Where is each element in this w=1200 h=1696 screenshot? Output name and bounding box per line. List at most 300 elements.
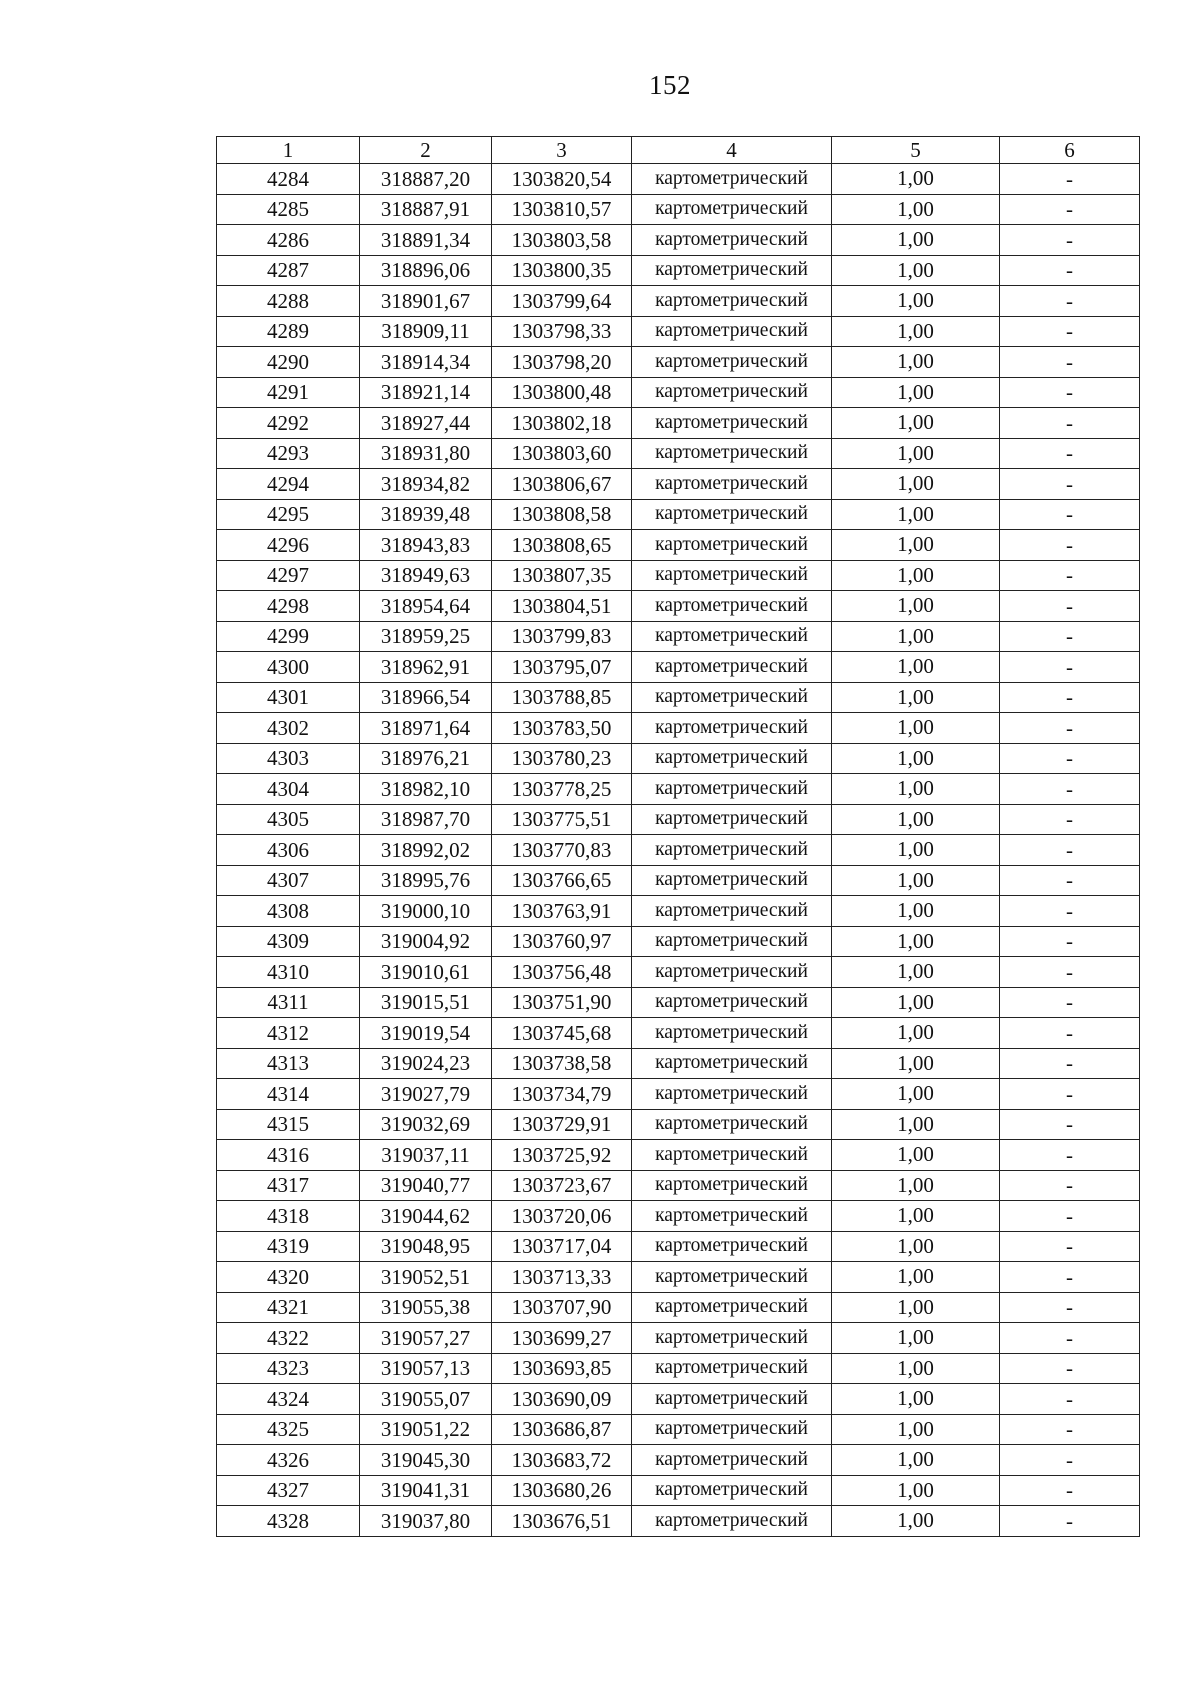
y-coordinate-cell: 1303820,54 — [492, 164, 632, 195]
y-coordinate-cell: 1303766,65 — [492, 865, 632, 896]
x-coordinate-cell: 318931,80 — [360, 438, 492, 469]
header-row — [217, 137, 1140, 164]
note-cell: - — [1000, 1506, 1140, 1537]
table-row — [217, 713, 1140, 744]
point-number-cell: 4294 — [217, 469, 360, 500]
header-cell-1: 1 — [217, 137, 360, 164]
method-cell: картометрический — [632, 255, 832, 286]
method-cell: картометрический — [632, 1414, 832, 1445]
table-row — [217, 804, 1140, 835]
y-coordinate-cell: 1303707,90 — [492, 1292, 632, 1323]
note-cell: - — [1000, 164, 1140, 195]
y-coordinate-cell: 1303723,67 — [492, 1170, 632, 1201]
table-row — [217, 1262, 1140, 1293]
method-cell: картометрический — [632, 1475, 832, 1506]
table-row — [217, 591, 1140, 622]
y-coordinate-cell: 1303690,09 — [492, 1384, 632, 1415]
table-row — [217, 438, 1140, 469]
point-number-cell: 4312 — [217, 1018, 360, 1049]
x-coordinate-cell: 318887,20 — [360, 164, 492, 195]
x-coordinate-cell: 319057,27 — [360, 1323, 492, 1354]
note-cell: - — [1000, 1231, 1140, 1262]
method-cell: картометрический — [632, 896, 832, 927]
y-coordinate-cell: 1303680,26 — [492, 1475, 632, 1506]
method-cell: картометрический — [632, 1506, 832, 1537]
x-coordinate-cell: 319055,07 — [360, 1384, 492, 1415]
method-cell: картометрический — [632, 1201, 832, 1232]
note-cell: - — [1000, 316, 1140, 347]
method-cell: картометрический — [632, 1231, 832, 1262]
table-row — [217, 1445, 1140, 1476]
point-number-cell: 4285 — [217, 194, 360, 225]
y-coordinate-cell: 1303717,04 — [492, 1231, 632, 1262]
method-cell: картометрический — [632, 194, 832, 225]
table-row — [217, 957, 1140, 988]
coordinates-table — [216, 136, 1140, 1537]
y-coordinate-cell: 1303803,58 — [492, 225, 632, 256]
y-coordinate-cell: 1303807,35 — [492, 560, 632, 591]
table-row — [217, 1231, 1140, 1262]
y-coordinate-cell: 1303798,33 — [492, 316, 632, 347]
point-number-cell: 4304 — [217, 774, 360, 805]
table-row — [217, 1292, 1140, 1323]
y-coordinate-cell: 1303725,92 — [492, 1140, 632, 1171]
note-cell: - — [1000, 621, 1140, 652]
note-cell: - — [1000, 1048, 1140, 1079]
y-coordinate-cell: 1303745,68 — [492, 1018, 632, 1049]
header-cell-3: 3 — [492, 137, 632, 164]
y-coordinate-cell: 1303734,79 — [492, 1079, 632, 1110]
y-coordinate-cell: 1303788,85 — [492, 682, 632, 713]
x-coordinate-cell: 319040,77 — [360, 1170, 492, 1201]
note-cell: - — [1000, 377, 1140, 408]
x-coordinate-cell: 318987,70 — [360, 804, 492, 835]
y-coordinate-cell: 1303778,25 — [492, 774, 632, 805]
table-row — [217, 774, 1140, 805]
y-coordinate-cell: 1303806,67 — [492, 469, 632, 500]
y-coordinate-cell: 1303800,35 — [492, 255, 632, 286]
note-cell: - — [1000, 957, 1140, 988]
accuracy-cell: 1,00 — [832, 1475, 1000, 1506]
page-number: 152 — [649, 70, 691, 100]
accuracy-cell: 1,00 — [832, 164, 1000, 195]
table-row — [217, 530, 1140, 561]
note-cell: - — [1000, 438, 1140, 469]
method-cell: картометрический — [632, 1018, 832, 1049]
note-cell: - — [1000, 225, 1140, 256]
table-row — [217, 408, 1140, 439]
method-cell: картометрический — [632, 164, 832, 195]
accuracy-cell: 1,00 — [832, 1323, 1000, 1354]
note-cell: - — [1000, 987, 1140, 1018]
point-number-cell: 4305 — [217, 804, 360, 835]
note-cell: - — [1000, 1384, 1140, 1415]
accuracy-cell: 1,00 — [832, 1170, 1000, 1201]
x-coordinate-cell: 319000,10 — [360, 896, 492, 927]
y-coordinate-cell: 1303775,51 — [492, 804, 632, 835]
note-cell: - — [1000, 1445, 1140, 1476]
table-row — [217, 1384, 1140, 1415]
accuracy-cell: 1,00 — [832, 713, 1000, 744]
table-row — [217, 347, 1140, 378]
accuracy-cell: 1,00 — [832, 1018, 1000, 1049]
accuracy-cell: 1,00 — [832, 469, 1000, 500]
x-coordinate-cell: 319052,51 — [360, 1262, 492, 1293]
y-coordinate-cell: 1303800,48 — [492, 377, 632, 408]
accuracy-cell: 1,00 — [832, 1140, 1000, 1171]
accuracy-cell: 1,00 — [832, 682, 1000, 713]
accuracy-cell: 1,00 — [832, 1506, 1000, 1537]
method-cell: картометрический — [632, 316, 832, 347]
method-cell: картометрический — [632, 743, 832, 774]
accuracy-cell: 1,00 — [832, 774, 1000, 805]
note-cell: - — [1000, 255, 1140, 286]
point-number-cell: 4299 — [217, 621, 360, 652]
x-coordinate-cell: 318954,64 — [360, 591, 492, 622]
accuracy-cell: 1,00 — [832, 1353, 1000, 1384]
header-cell-2: 2 — [360, 137, 492, 164]
x-coordinate-cell: 318971,64 — [360, 713, 492, 744]
accuracy-cell: 1,00 — [832, 286, 1000, 317]
point-number-cell: 4296 — [217, 530, 360, 561]
point-number-cell: 4323 — [217, 1353, 360, 1384]
note-cell: - — [1000, 1170, 1140, 1201]
y-coordinate-cell: 1303738,58 — [492, 1048, 632, 1079]
point-number-cell: 4310 — [217, 957, 360, 988]
x-coordinate-cell: 319004,92 — [360, 926, 492, 957]
table-row — [217, 1414, 1140, 1445]
y-coordinate-cell: 1303699,27 — [492, 1323, 632, 1354]
table-row — [217, 865, 1140, 896]
point-number-cell: 4308 — [217, 896, 360, 927]
point-number-cell: 4314 — [217, 1079, 360, 1110]
point-number-cell: 4300 — [217, 652, 360, 683]
method-cell: картометрический — [632, 1262, 832, 1293]
note-cell: - — [1000, 1353, 1140, 1384]
y-coordinate-cell: 1303799,64 — [492, 286, 632, 317]
accuracy-cell: 1,00 — [832, 499, 1000, 530]
point-number-cell: 4322 — [217, 1323, 360, 1354]
y-coordinate-cell: 1303686,87 — [492, 1414, 632, 1445]
accuracy-cell: 1,00 — [832, 926, 1000, 957]
point-number-cell: 4287 — [217, 255, 360, 286]
x-coordinate-cell: 319032,69 — [360, 1109, 492, 1140]
accuracy-cell: 1,00 — [832, 377, 1000, 408]
table-row — [217, 1506, 1140, 1537]
header-cell-6: 6 — [1000, 137, 1140, 164]
x-coordinate-cell: 318982,10 — [360, 774, 492, 805]
table-row — [217, 1079, 1140, 1110]
accuracy-cell: 1,00 — [832, 1445, 1000, 1476]
method-cell: картометрический — [632, 499, 832, 530]
note-cell: - — [1000, 347, 1140, 378]
note-cell: - — [1000, 408, 1140, 439]
note-cell: - — [1000, 743, 1140, 774]
accuracy-cell: 1,00 — [832, 1079, 1000, 1110]
table-row — [217, 1353, 1140, 1384]
point-number-cell: 4295 — [217, 499, 360, 530]
accuracy-cell: 1,00 — [832, 316, 1000, 347]
note-cell: - — [1000, 1323, 1140, 1354]
accuracy-cell: 1,00 — [832, 652, 1000, 683]
x-coordinate-cell: 319048,95 — [360, 1231, 492, 1262]
accuracy-cell: 1,00 — [832, 896, 1000, 927]
accuracy-cell: 1,00 — [832, 1292, 1000, 1323]
method-cell: картометрический — [632, 865, 832, 896]
y-coordinate-cell: 1303676,51 — [492, 1506, 632, 1537]
method-cell: картометрический — [632, 621, 832, 652]
point-number-cell: 4321 — [217, 1292, 360, 1323]
point-number-cell: 4326 — [217, 1445, 360, 1476]
y-coordinate-cell: 1303803,60 — [492, 438, 632, 469]
x-coordinate-cell: 318976,21 — [360, 743, 492, 774]
accuracy-cell: 1,00 — [832, 1414, 1000, 1445]
table-header — [217, 137, 1140, 164]
x-coordinate-cell: 319015,51 — [360, 987, 492, 1018]
y-coordinate-cell: 1303751,90 — [492, 987, 632, 1018]
method-cell: картометрический — [632, 438, 832, 469]
y-coordinate-cell: 1303763,91 — [492, 896, 632, 927]
note-cell: - — [1000, 194, 1140, 225]
point-number-cell: 4325 — [217, 1414, 360, 1445]
accuracy-cell: 1,00 — [832, 255, 1000, 286]
table-row — [217, 682, 1140, 713]
x-coordinate-cell: 318887,91 — [360, 194, 492, 225]
x-coordinate-cell: 318992,02 — [360, 835, 492, 866]
method-cell: картометрический — [632, 987, 832, 1018]
header-cell-5: 5 — [832, 137, 1000, 164]
x-coordinate-cell: 319019,54 — [360, 1018, 492, 1049]
point-number-cell: 4292 — [217, 408, 360, 439]
note-cell: - — [1000, 682, 1140, 713]
note-cell: - — [1000, 1414, 1140, 1445]
x-coordinate-cell: 318949,63 — [360, 560, 492, 591]
point-number-cell: 4297 — [217, 560, 360, 591]
method-cell: картометрический — [632, 530, 832, 561]
note-cell: - — [1000, 1140, 1140, 1171]
note-cell: - — [1000, 591, 1140, 622]
point-number-cell: 4311 — [217, 987, 360, 1018]
accuracy-cell: 1,00 — [832, 1231, 1000, 1262]
accuracy-cell: 1,00 — [832, 225, 1000, 256]
note-cell: - — [1000, 896, 1140, 927]
note-cell: - — [1000, 804, 1140, 835]
note-cell: - — [1000, 835, 1140, 866]
method-cell: картометрический — [632, 1353, 832, 1384]
y-coordinate-cell: 1303780,23 — [492, 743, 632, 774]
table-row — [217, 1018, 1140, 1049]
x-coordinate-cell: 319055,38 — [360, 1292, 492, 1323]
table-row — [217, 835, 1140, 866]
table-row — [217, 1170, 1140, 1201]
accuracy-cell: 1,00 — [832, 438, 1000, 469]
y-coordinate-cell: 1303810,57 — [492, 194, 632, 225]
method-cell: картометрический — [632, 560, 832, 591]
table-row — [217, 621, 1140, 652]
y-coordinate-cell: 1303808,58 — [492, 499, 632, 530]
x-coordinate-cell: 319024,23 — [360, 1048, 492, 1079]
x-coordinate-cell: 319037,80 — [360, 1506, 492, 1537]
table-row — [217, 1201, 1140, 1232]
note-cell: - — [1000, 652, 1140, 683]
header-cell-4: 4 — [632, 137, 832, 164]
x-coordinate-cell: 318939,48 — [360, 499, 492, 530]
table-row — [217, 560, 1140, 591]
method-cell: картометрический — [632, 713, 832, 744]
note-cell: - — [1000, 1201, 1140, 1232]
method-cell: картометрический — [632, 926, 832, 957]
point-number-cell: 4302 — [217, 713, 360, 744]
x-coordinate-cell: 318896,06 — [360, 255, 492, 286]
x-coordinate-cell: 319057,13 — [360, 1353, 492, 1384]
accuracy-cell: 1,00 — [832, 804, 1000, 835]
method-cell: картометрический — [632, 1048, 832, 1079]
point-number-cell: 4293 — [217, 438, 360, 469]
table-body — [217, 164, 1140, 1537]
x-coordinate-cell: 319037,11 — [360, 1140, 492, 1171]
note-cell: - — [1000, 1475, 1140, 1506]
note-cell: - — [1000, 499, 1140, 530]
method-cell: картометрический — [632, 377, 832, 408]
table-row — [217, 1475, 1140, 1506]
accuracy-cell: 1,00 — [832, 530, 1000, 561]
x-coordinate-cell: 319044,62 — [360, 1201, 492, 1232]
y-coordinate-cell: 1303756,48 — [492, 957, 632, 988]
x-coordinate-cell: 319010,61 — [360, 957, 492, 988]
point-number-cell: 4288 — [217, 286, 360, 317]
x-coordinate-cell: 318927,44 — [360, 408, 492, 439]
x-coordinate-cell: 318934,82 — [360, 469, 492, 500]
table-row — [217, 469, 1140, 500]
y-coordinate-cell: 1303808,65 — [492, 530, 632, 561]
x-coordinate-cell: 319041,31 — [360, 1475, 492, 1506]
x-coordinate-cell: 318909,11 — [360, 316, 492, 347]
y-coordinate-cell: 1303683,72 — [492, 1445, 632, 1476]
table-row — [217, 652, 1140, 683]
table-row — [217, 1140, 1140, 1171]
x-coordinate-cell: 318962,91 — [360, 652, 492, 683]
y-coordinate-cell: 1303760,97 — [492, 926, 632, 957]
accuracy-cell: 1,00 — [832, 408, 1000, 439]
method-cell: картометрический — [632, 469, 832, 500]
method-cell: картометрический — [632, 652, 832, 683]
note-cell: - — [1000, 560, 1140, 591]
point-number-cell: 4289 — [217, 316, 360, 347]
y-coordinate-cell: 1303783,50 — [492, 713, 632, 744]
method-cell: картометрический — [632, 1170, 832, 1201]
table-row — [217, 1109, 1140, 1140]
point-number-cell: 4286 — [217, 225, 360, 256]
y-coordinate-cell: 1303693,85 — [492, 1353, 632, 1384]
method-cell: картометрический — [632, 1445, 832, 1476]
table-row — [217, 1323, 1140, 1354]
point-number-cell: 4324 — [217, 1384, 360, 1415]
point-number-cell: 4316 — [217, 1140, 360, 1171]
accuracy-cell: 1,00 — [832, 865, 1000, 896]
table-row — [217, 743, 1140, 774]
note-cell: - — [1000, 1079, 1140, 1110]
method-cell: картометрический — [632, 957, 832, 988]
x-coordinate-cell: 318995,76 — [360, 865, 492, 896]
point-number-cell: 4313 — [217, 1048, 360, 1079]
method-cell: картометрический — [632, 1384, 832, 1415]
point-number-cell: 4315 — [217, 1109, 360, 1140]
note-cell: - — [1000, 1262, 1140, 1293]
note-cell: - — [1000, 774, 1140, 805]
y-coordinate-cell: 1303804,51 — [492, 591, 632, 622]
method-cell: картометрический — [632, 1109, 832, 1140]
y-coordinate-cell: 1303795,07 — [492, 652, 632, 683]
y-coordinate-cell: 1303720,06 — [492, 1201, 632, 1232]
x-coordinate-cell: 318891,34 — [360, 225, 492, 256]
point-number-cell: 4303 — [217, 743, 360, 774]
accuracy-cell: 1,00 — [832, 1201, 1000, 1232]
x-coordinate-cell: 319027,79 — [360, 1079, 492, 1110]
y-coordinate-cell: 1303798,20 — [492, 347, 632, 378]
table-row — [217, 316, 1140, 347]
y-coordinate-cell: 1303770,83 — [492, 835, 632, 866]
accuracy-cell: 1,00 — [832, 1384, 1000, 1415]
table-row — [217, 896, 1140, 927]
point-number-cell: 4291 — [217, 377, 360, 408]
y-coordinate-cell: 1303799,83 — [492, 621, 632, 652]
x-coordinate-cell: 319045,30 — [360, 1445, 492, 1476]
table-row — [217, 499, 1140, 530]
method-cell: картометрический — [632, 408, 832, 439]
y-coordinate-cell: 1303713,33 — [492, 1262, 632, 1293]
accuracy-cell: 1,00 — [832, 743, 1000, 774]
method-cell: картометрический — [632, 1323, 832, 1354]
x-coordinate-cell: 318921,14 — [360, 377, 492, 408]
accuracy-cell: 1,00 — [832, 1262, 1000, 1293]
table-row — [217, 225, 1140, 256]
method-cell: картометрический — [632, 347, 832, 378]
table-row — [217, 194, 1140, 225]
point-number-cell: 4317 — [217, 1170, 360, 1201]
accuracy-cell: 1,00 — [832, 347, 1000, 378]
accuracy-cell: 1,00 — [832, 194, 1000, 225]
point-number-cell: 4284 — [217, 164, 360, 195]
method-cell: картометрический — [632, 286, 832, 317]
note-cell: - — [1000, 469, 1140, 500]
y-coordinate-cell: 1303729,91 — [492, 1109, 632, 1140]
table-row — [217, 377, 1140, 408]
accuracy-cell: 1,00 — [832, 1109, 1000, 1140]
table-row — [217, 255, 1140, 286]
note-cell: - — [1000, 865, 1140, 896]
x-coordinate-cell: 319051,22 — [360, 1414, 492, 1445]
point-number-cell: 4327 — [217, 1475, 360, 1506]
table-row — [217, 987, 1140, 1018]
point-number-cell: 4319 — [217, 1231, 360, 1262]
method-cell: картометрический — [632, 682, 832, 713]
method-cell: картометрический — [632, 225, 832, 256]
point-number-cell: 4301 — [217, 682, 360, 713]
note-cell: - — [1000, 1018, 1140, 1049]
x-coordinate-cell: 318901,67 — [360, 286, 492, 317]
y-coordinate-cell: 1303802,18 — [492, 408, 632, 439]
x-coordinate-cell: 318914,34 — [360, 347, 492, 378]
method-cell: картометрический — [632, 1140, 832, 1171]
note-cell: - — [1000, 926, 1140, 957]
point-number-cell: 4320 — [217, 1262, 360, 1293]
point-number-cell: 4328 — [217, 1506, 360, 1537]
point-number-cell: 4309 — [217, 926, 360, 957]
point-number-cell: 4298 — [217, 591, 360, 622]
x-coordinate-cell: 318943,83 — [360, 530, 492, 561]
method-cell: картометрический — [632, 1292, 832, 1323]
note-cell: - — [1000, 1109, 1140, 1140]
